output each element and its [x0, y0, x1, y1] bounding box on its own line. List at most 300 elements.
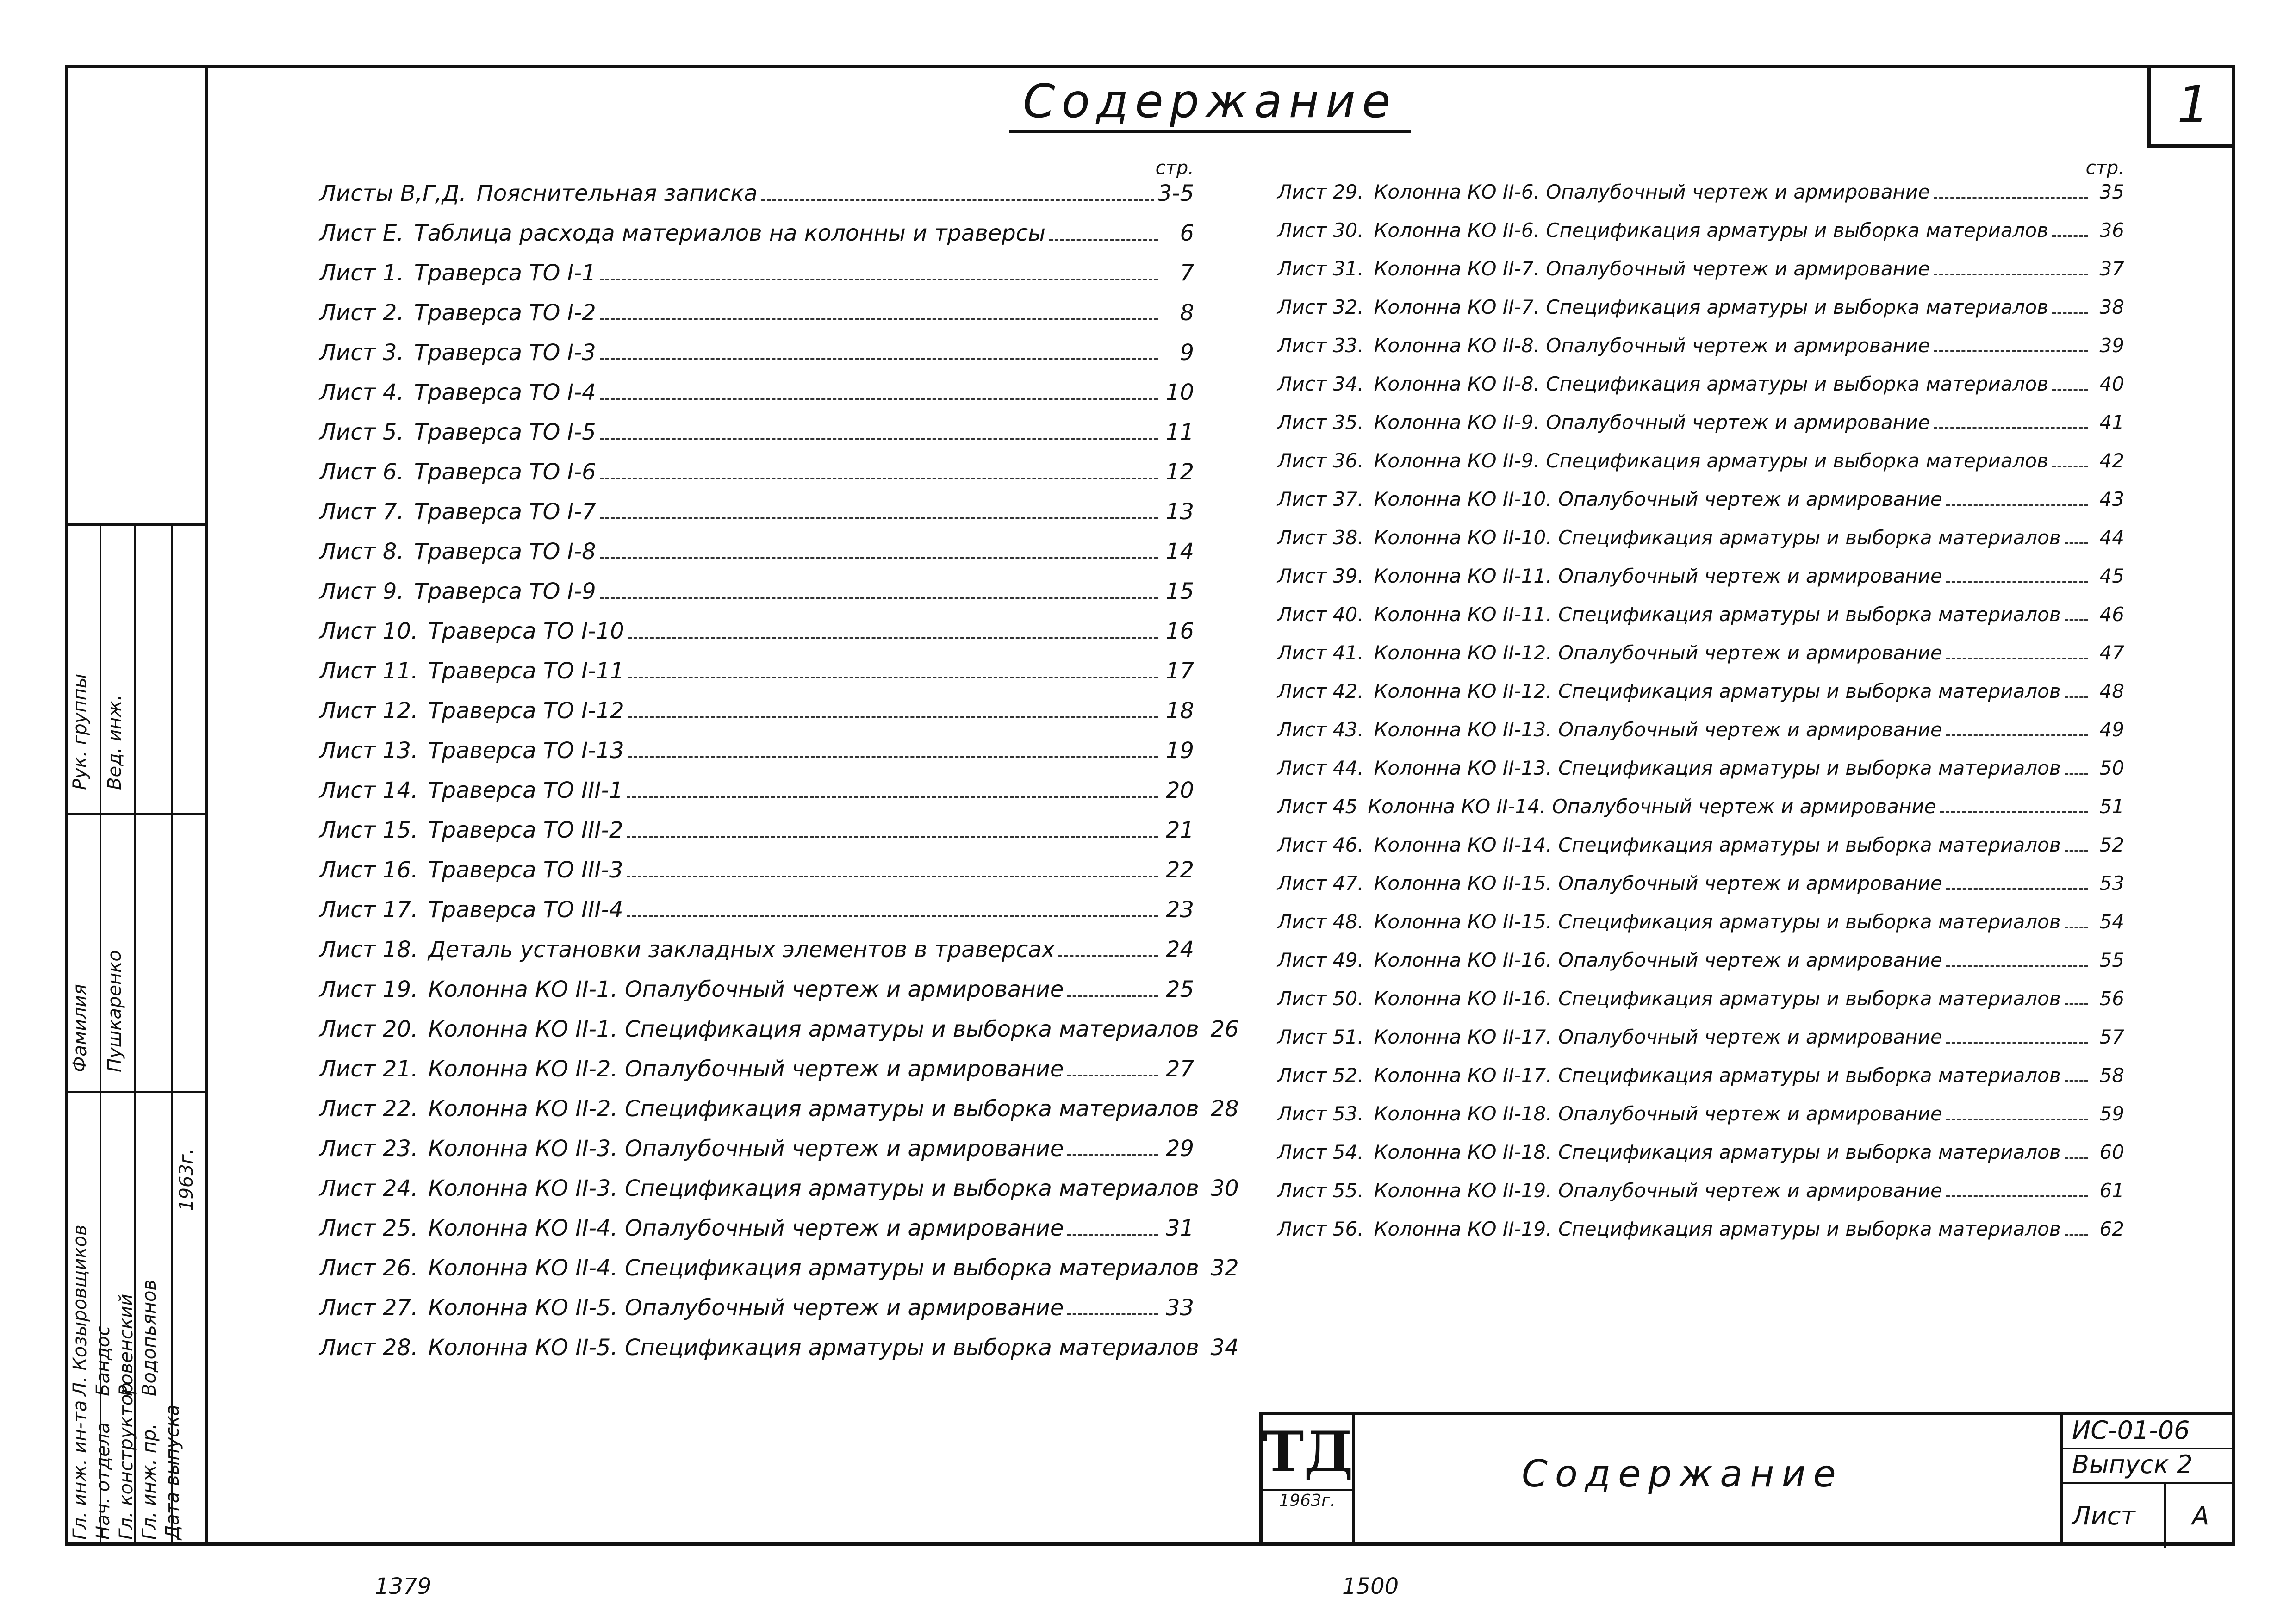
contents-entry: [319, 1175, 1239, 1215]
entry-page: 49: [2099, 718, 2124, 741]
entry-description: Колонна КО II-15. Опалубочный чертеж и армирование: [1374, 872, 1942, 895]
entry-leader-dots: [2065, 1234, 2088, 1236]
entry-sheet: Лист 53.: [1277, 1102, 1364, 1125]
entry-page: 31: [1165, 1215, 1194, 1241]
entry-page: 45: [2099, 565, 2124, 587]
entry-sheet: Лист 34.: [1277, 373, 1364, 395]
entry-page: 26: [1210, 1016, 1239, 1042]
contents-entry: [1277, 680, 2124, 718]
entry-description: Колонна КО II-8. Спецификация арматуры и выборка материалов: [1374, 373, 2048, 395]
entry-leader-dots: [628, 756, 1158, 758]
entry-description: Колонна КО II-12. Опалубочный чертеж и армирование: [1374, 641, 1942, 664]
logo-year: 1963г.: [1263, 1489, 1352, 1510]
contents-entry: [319, 260, 1194, 300]
title-block-title: Содержание: [1522, 1452, 1843, 1495]
entry-sheet: Лист 31.: [1277, 257, 1364, 280]
entry-sheet: Листы В,Г,Д.: [319, 180, 467, 206]
entry-sheet: Лист 17.: [319, 897, 418, 923]
footnote-center: 1500: [1342, 1573, 1399, 1599]
dept-head-role: Нач. отдела: [93, 1422, 114, 1540]
entry-page: 59: [2099, 1102, 2124, 1125]
entry-page: 61: [2099, 1179, 2124, 1202]
entry-description: Колонна КО II-13. Опалубочный чертеж и армирование: [1374, 718, 1942, 741]
entry-page: 7: [1180, 260, 1194, 286]
entry-page: 14: [1165, 539, 1194, 565]
entry-sheet: Лист 1.: [319, 260, 404, 286]
entry-page: 32: [1210, 1255, 1239, 1281]
entry-description: Колонна КО II-16. Спецификация арматуры и выборка материалов: [1374, 987, 2061, 1010]
entry-sheet: Лист 8.: [319, 539, 404, 565]
entry-page: 37: [2099, 257, 2124, 280]
contents-entry: [1277, 872, 2124, 910]
entry-leader-dots: [1067, 1075, 1158, 1076]
entry-description: Траверса ТО III-3: [428, 857, 623, 883]
entry-description: Колонна КО II-1. Опалубочный чертеж и армирование: [428, 976, 1064, 1002]
contents-entry: [1277, 718, 2124, 757]
entry-description: Колонна КО II-18. Спецификация арматуры и выборка материалов: [1374, 1141, 2061, 1163]
entry-sheet: Лист 45: [1277, 795, 1358, 818]
page-column-label-right: стр.: [2085, 157, 2124, 179]
entry-leader-dots: [628, 716, 1158, 718]
entry-leader-dots: [1946, 888, 2088, 890]
entry-leader-dots: [2052, 389, 2088, 391]
entry-page: 51: [2099, 795, 2124, 818]
entry-leader-dots: [600, 318, 1158, 320]
entry-description: Колонна КО II-14. Спецификация арматуры и выборка материалов: [1374, 833, 2061, 856]
entry-page: 57: [2099, 1026, 2124, 1048]
contents-entry: [1277, 949, 2124, 987]
entry-description: Траверса ТО III-2: [428, 817, 623, 843]
entry-sheet: Лист 38.: [1277, 526, 1364, 549]
right-entry-list: [1277, 180, 2124, 1256]
contents-entry: [1277, 641, 2124, 680]
title-block: [1259, 1412, 2235, 1546]
entry-leader-dots: [1067, 1313, 1158, 1315]
vodopyanov-name: Водопьянов: [139, 1279, 160, 1396]
entry-page: 21: [1165, 817, 1194, 843]
entry-page: 30: [1210, 1175, 1239, 1201]
entry-leader-dots: [1946, 504, 2088, 506]
entry-leader-dots: [1946, 658, 2088, 659]
entry-page: 56: [2099, 987, 2124, 1010]
entry-description: Колонна КО II-16. Опалубочный чертеж и армирование: [1374, 949, 1942, 971]
entry-sheet: Лист 14.: [319, 777, 418, 803]
entry-page: 23: [1165, 897, 1194, 923]
entry-page: 25: [1165, 976, 1194, 1002]
entry-page: 39: [2099, 334, 2124, 357]
entry-sheet: Лист 2.: [319, 300, 404, 326]
entry-page: 48: [2099, 680, 2124, 703]
entry-sheet: Лист 20.: [319, 1016, 418, 1042]
entry-description: Колонна КО II-8. Опалубочный чертеж и армирование: [1374, 334, 1930, 357]
entry-page: 52: [2099, 833, 2124, 856]
entry-leader-dots: [2065, 773, 2088, 775]
entry-page: 54: [2099, 910, 2124, 933]
entry-page: 17: [1165, 658, 1194, 684]
contents-entry: [319, 340, 1194, 379]
entry-description: Траверса ТО I-7: [414, 499, 596, 525]
entry-description: Колонна КО II-11. Опалубочный чертеж и армирование: [1374, 565, 1942, 587]
entry-page: 43: [2099, 488, 2124, 510]
entry-page: 33: [1165, 1295, 1194, 1321]
entry-description: Колонна КО II-1. Спецификация арматуры и выборка материалов: [428, 1016, 1199, 1042]
entry-description: Колонна КО II-19. Опалубочный чертеж и армирование: [1374, 1179, 1942, 1202]
entry-leader-dots: [1058, 955, 1158, 957]
entry-leader-dots: [1946, 965, 2088, 967]
contents-entry: [319, 897, 1194, 937]
sheet-cell: [2063, 1484, 2235, 1548]
contents-entry: [1277, 1102, 2124, 1141]
contents-entry: [319, 937, 1194, 976]
entry-sheet: Лист 4.: [319, 379, 404, 405]
lead-engineer-role: Вед. инж.: [104, 694, 125, 790]
entry-sheet: Лист 37.: [1277, 488, 1364, 510]
contents-entry: [1277, 526, 2124, 565]
entry-page: 36: [2099, 219, 2124, 242]
entry-page: 16: [1165, 618, 1194, 644]
entry-sheet: Лист 19.: [319, 976, 418, 1002]
entry-leader-dots: [1946, 1195, 2088, 1197]
entry-page: 12: [1165, 459, 1194, 485]
entry-page: 27: [1165, 1056, 1194, 1082]
issue-number: Выпуск 2: [2063, 1449, 2235, 1484]
contents-entry: [319, 499, 1194, 539]
entry-leader-dots: [2065, 1157, 2088, 1159]
contents-entry: [319, 1215, 1194, 1255]
entry-description: Колонна КО II-9. Опалубочный чертеж и армирование: [1374, 411, 1930, 434]
entry-page: 10: [1165, 379, 1194, 405]
contents-entry: [1277, 180, 2124, 219]
entry-page: 8: [1180, 300, 1194, 326]
release-date-role: Дата выпуска: [162, 1405, 183, 1540]
entry-leader-dots: [1934, 350, 2088, 352]
entry-sheet: Лист 40.: [1277, 603, 1364, 626]
sheet-number-box: [2147, 65, 2235, 148]
entry-description: Траверса ТО I-2: [414, 300, 596, 326]
entry-page: 15: [1165, 578, 1194, 604]
contents-entry: [1277, 296, 2124, 334]
entry-description: Колонна КО II-18. Опалубочный чертеж и армирование: [1374, 1102, 1942, 1125]
entry-leader-dots: [2065, 927, 2088, 928]
entry-sheet: Лист 39.: [1277, 565, 1364, 587]
entry-page: 53: [2099, 872, 2124, 895]
entry-leader-dots: [1067, 1234, 1158, 1236]
sheet-letter: А: [2164, 1484, 2235, 1548]
entry-description: Траверса ТО I-5: [414, 419, 596, 445]
entry-sheet: Лист 35.: [1277, 411, 1364, 434]
chief-eng-pr-role: Гл. инж. пр.: [139, 1423, 160, 1540]
entry-page: 34: [1210, 1335, 1239, 1361]
entry-leader-dots: [600, 597, 1158, 599]
entry-page: 46: [2099, 603, 2124, 626]
entry-description: Деталь установки закладных элементов в траверсах: [428, 937, 1055, 963]
constructor-role: Гл. конструктор: [116, 1382, 137, 1540]
entry-sheet: Лист 52.: [1277, 1064, 1364, 1087]
contents-entry: [319, 379, 1194, 419]
entry-description: Колонна КО II-5. Спецификация арматуры и выборка материалов: [428, 1335, 1199, 1361]
entry-description: Траверса ТО I-8: [414, 539, 596, 565]
surname-header: Фамилия: [69, 984, 91, 1072]
entry-sheet: Лист 18.: [319, 937, 418, 963]
contents-entry: [319, 817, 1194, 857]
contents-entry: [1277, 1064, 2124, 1102]
contents-entry: [319, 777, 1194, 817]
contents-entry: [1277, 488, 2124, 526]
entry-description: Колонна КО II-11. Спецификация арматуры и выборка материалов: [1374, 603, 2061, 626]
entry-description: Траверса ТО I-1: [414, 260, 596, 286]
entry-page: 3-5: [1157, 180, 1194, 206]
entry-sheet: Лист 41.: [1277, 641, 1364, 664]
entry-leader-dots: [2052, 235, 2088, 237]
document-code-box: [2060, 1415, 2235, 1546]
contents-entry: [319, 1295, 1194, 1335]
entry-sheet: Лист 11.: [319, 658, 418, 684]
entry-leader-dots: [2052, 312, 2088, 314]
entry-leader-dots: [627, 876, 1158, 877]
entry-description: Таблица расхода материалов на колонны и траверсы: [414, 220, 1045, 246]
entry-sheet: Лист 29.: [1277, 180, 1364, 203]
entry-page: 47: [2099, 641, 2124, 664]
entry-description: Колонна КО II-10. Опалубочный чертеж и армирование: [1374, 488, 1942, 510]
entry-sheet: Лист 51.: [1277, 1026, 1364, 1048]
entry-page: 18: [1165, 698, 1194, 724]
entry-description: Траверса ТО I-13: [428, 738, 624, 764]
entry-sheet: Лист 10.: [319, 618, 418, 644]
contents-entry: [319, 618, 1194, 658]
entry-description: Траверса ТО I-11: [428, 658, 624, 684]
entry-leader-dots: [761, 199, 1154, 201]
entry-sheet: Лист 30.: [1277, 219, 1364, 242]
entry-description: Траверса ТО I-12: [428, 698, 624, 724]
entry-sheet: Лист 33.: [1277, 334, 1364, 357]
contents-entry: [1277, 1218, 2124, 1256]
entry-page: 6: [1180, 220, 1194, 246]
entry-leader-dots: [628, 637, 1158, 639]
entry-page: 13: [1165, 499, 1194, 525]
contents-entry: [1277, 795, 2124, 833]
contents-entry: [1277, 757, 2124, 795]
entry-sheet: Лист 44.: [1277, 757, 1364, 779]
contents-entry: [1277, 603, 2124, 641]
entry-description: Траверса ТО I-4: [414, 379, 596, 405]
sheet-number: 1: [2177, 75, 2209, 134]
contents-entry: [319, 1136, 1194, 1175]
entry-leader-dots: [2065, 1003, 2088, 1005]
contents-entry: [319, 1056, 1194, 1096]
document-code: ИС-01-06: [2063, 1415, 2235, 1449]
contents-entry: [319, 1016, 1239, 1056]
entry-page: 35: [2099, 180, 2124, 203]
entry-description: Колонна КО II-9. Спецификация арматуры и выборка материалов: [1374, 449, 2048, 472]
entry-description: Колонна КО II-6. Опалубочный чертеж и армирование: [1374, 180, 1930, 203]
bandos-name: Бандос: [93, 1325, 114, 1396]
entry-page: 41: [2099, 411, 2124, 434]
entry-page: 40: [2099, 373, 2124, 395]
entry-sheet: Лист 23.: [319, 1136, 418, 1162]
contents-entry: [1277, 833, 2124, 872]
entry-sheet: Лист 12.: [319, 698, 418, 724]
entry-page: 29: [1165, 1136, 1194, 1162]
entry-leader-dots: [627, 915, 1158, 917]
entry-leader-dots: [628, 677, 1158, 678]
entry-sheet: Лист 49.: [1277, 949, 1364, 971]
entry-sheet: Лист 25.: [319, 1215, 418, 1241]
contents-entry: [319, 180, 1194, 220]
entry-page: 62: [2099, 1218, 2124, 1240]
contents-left-column: [319, 157, 1239, 1374]
entry-sheet: Лист 13.: [319, 738, 418, 764]
entry-leader-dots: [1067, 995, 1158, 997]
entry-page: 60: [2099, 1141, 2124, 1163]
entry-sheet: Лист 9.: [319, 578, 404, 604]
contents-entry: [319, 300, 1194, 340]
contents-entry: [319, 976, 1194, 1016]
publisher-logo: [1263, 1415, 1355, 1546]
entry-sheet: Лист 36.: [1277, 449, 1364, 472]
contents-entry: [1277, 411, 2124, 449]
entry-sheet: Лист 6.: [319, 459, 404, 485]
entry-sheet: Лист 32.: [1277, 296, 1364, 318]
entry-page: 19: [1165, 738, 1194, 764]
entry-sheet: Лист 27.: [319, 1295, 418, 1321]
contents-entry: [319, 539, 1194, 578]
entry-page: 9: [1180, 340, 1194, 366]
entry-description: Пояснительная записка: [476, 180, 758, 206]
contents-entry: [1277, 334, 2124, 373]
entry-description: Траверса ТО III-1: [428, 777, 623, 803]
contents-entry: [1277, 449, 2124, 488]
chief-engineer-role: Гл. инж. ин-та: [69, 1400, 91, 1540]
entry-leader-dots: [2065, 696, 2088, 698]
entry-description: Колонна КО II-4. Спецификация арматуры и выборка материалов: [428, 1255, 1199, 1281]
contents-entry: [319, 459, 1194, 499]
entry-sheet: Лист 28.: [319, 1335, 418, 1361]
contents-entry: [1277, 1179, 2124, 1218]
entry-description: Колонна КО II-2. Опалубочный чертеж и армирование: [428, 1056, 1064, 1082]
left-entry-list: [319, 180, 1239, 1374]
entry-page: 44: [2099, 526, 2124, 549]
entry-sheet: Лист 21.: [319, 1056, 418, 1082]
contents-entry: [319, 578, 1194, 618]
contents-entry: [319, 698, 1194, 738]
side-approval-stamp: [65, 523, 208, 1546]
entry-leader-dots: [600, 398, 1158, 400]
page-title: Содержание: [1009, 74, 1411, 133]
entry-sheet: Лист 26.: [319, 1255, 418, 1281]
entry-leader-dots: [627, 836, 1158, 838]
entry-sheet: Лист 46.: [1277, 833, 1364, 856]
contents-entry: [319, 419, 1194, 459]
entry-leader-dots: [1940, 811, 2088, 813]
entry-sheet: Лист 24.: [319, 1175, 418, 1201]
pushkarenko-name: Пушкаренко: [104, 950, 125, 1072]
entry-page: 28: [1210, 1096, 1239, 1122]
entry-description: Колонна КО II-3. Опалубочный чертеж и армирование: [428, 1136, 1064, 1162]
entry-description: Колонна КО II-12. Спецификация арматуры и выборка материалов: [1374, 680, 2061, 703]
contents-entry: [1277, 987, 2124, 1026]
group-header: Рук. группы: [69, 673, 91, 790]
entry-description: Колонна КО II-6. Спецификация арматуры и выборка материалов: [1374, 219, 2048, 242]
entry-sheet: Лист 48.: [1277, 910, 1364, 933]
entry-description: Колонна КО II-15. Спецификация арматуры и выборка материалов: [1374, 910, 2061, 933]
entry-leader-dots: [1934, 274, 2088, 275]
entry-description: Траверса ТО III-4: [428, 897, 623, 923]
contents-entry: [319, 220, 1194, 260]
rovenskiy-name: Ровенский: [116, 1293, 137, 1396]
entry-sheet: Лист 50.: [1277, 987, 1364, 1010]
entry-leader-dots: [600, 279, 1158, 280]
entry-page: 42: [2099, 449, 2124, 472]
entry-leader-dots: [1946, 734, 2088, 736]
entry-description: Колонна КО II-7. Спецификация арматуры и выборка материалов: [1374, 296, 2048, 318]
entry-leader-dots: [2065, 542, 2088, 544]
contents-entry: [1277, 219, 2124, 257]
sheet-label: Лист: [2072, 1501, 2135, 1530]
contents-entry: [319, 1096, 1239, 1136]
entry-sheet: Лист 15.: [319, 817, 418, 843]
entry-leader-dots: [1067, 1154, 1158, 1156]
entry-leader-dots: [1946, 1119, 2088, 1120]
entry-leader-dots: [2065, 619, 2088, 621]
entry-leader-dots: [600, 358, 1158, 360]
contents-entry: [1277, 373, 2124, 411]
entry-sheet: Лист 3.: [319, 340, 404, 366]
contents-entry: [319, 1255, 1239, 1295]
contents-entry: [1277, 257, 2124, 296]
entry-sheet: Лист 5.: [319, 419, 404, 445]
entry-leader-dots: [600, 517, 1158, 519]
contents-entry: [1277, 565, 2124, 603]
page-column-label: стр.: [1155, 157, 1194, 179]
entry-leader-dots: [2065, 1080, 2088, 1082]
entry-leader-dots: [600, 478, 1158, 479]
entry-description: Колонна КО II-17. Спецификация арматуры и выборка материалов: [1374, 1064, 2061, 1087]
entry-leader-dots: [1934, 427, 2088, 429]
entry-description: Колонна КО II-14. Опалубочный чертеж и армирование: [1368, 795, 1936, 818]
entry-description: Колонна КО II-7. Опалубочный чертеж и армирование: [1374, 257, 1930, 280]
entry-description: Траверса ТО I-9: [414, 578, 596, 604]
entry-sheet: Лист 43.: [1277, 718, 1364, 741]
entry-leader-dots: [2065, 850, 2088, 852]
entry-leader-dots: [2052, 466, 2088, 467]
entry-leader-dots: [1946, 581, 2088, 583]
entry-description: Колонна КО II-4. Опалубочный чертеж и армирование: [428, 1215, 1064, 1241]
entry-sheet: Лист Е.: [319, 220, 404, 246]
entry-leader-dots: [600, 438, 1158, 440]
contents-right-column: [1277, 157, 2124, 1256]
entry-description: Траверса ТО I-6: [414, 459, 596, 485]
entry-description: Траверса ТО I-3: [414, 340, 596, 366]
entry-page: 58: [2099, 1064, 2124, 1087]
entry-description: Колонна КО II-13. Спецификация арматуры и выборка материалов: [1374, 757, 2061, 779]
entry-leader-dots: [627, 796, 1158, 798]
entry-page: 24: [1165, 937, 1194, 963]
entry-description: Траверса ТО I-10: [428, 618, 624, 644]
contents-entry: [319, 658, 1194, 698]
entry-sheet: Лист 7.: [319, 499, 404, 525]
entry-sheet: Лист 42.: [1277, 680, 1364, 703]
entry-description: Колонна КО II-17. Опалубочный чертеж и армирование: [1374, 1026, 1942, 1048]
entry-page: 50: [2099, 757, 2124, 779]
entry-sheet: Лист 56.: [1277, 1218, 1364, 1240]
entry-page: 38: [2099, 296, 2124, 318]
entry-description: Колонна КО II-3. Спецификация арматуры и выборка материалов: [428, 1175, 1199, 1201]
entry-description: Колонна КО II-10. Спецификация арматуры и выборка материалов: [1374, 526, 2061, 549]
contents-entry: [319, 1335, 1239, 1374]
entry-leader-dots: [1946, 1042, 2088, 1044]
contents-entry: [1277, 1026, 2124, 1064]
entry-page: 22: [1165, 857, 1194, 883]
